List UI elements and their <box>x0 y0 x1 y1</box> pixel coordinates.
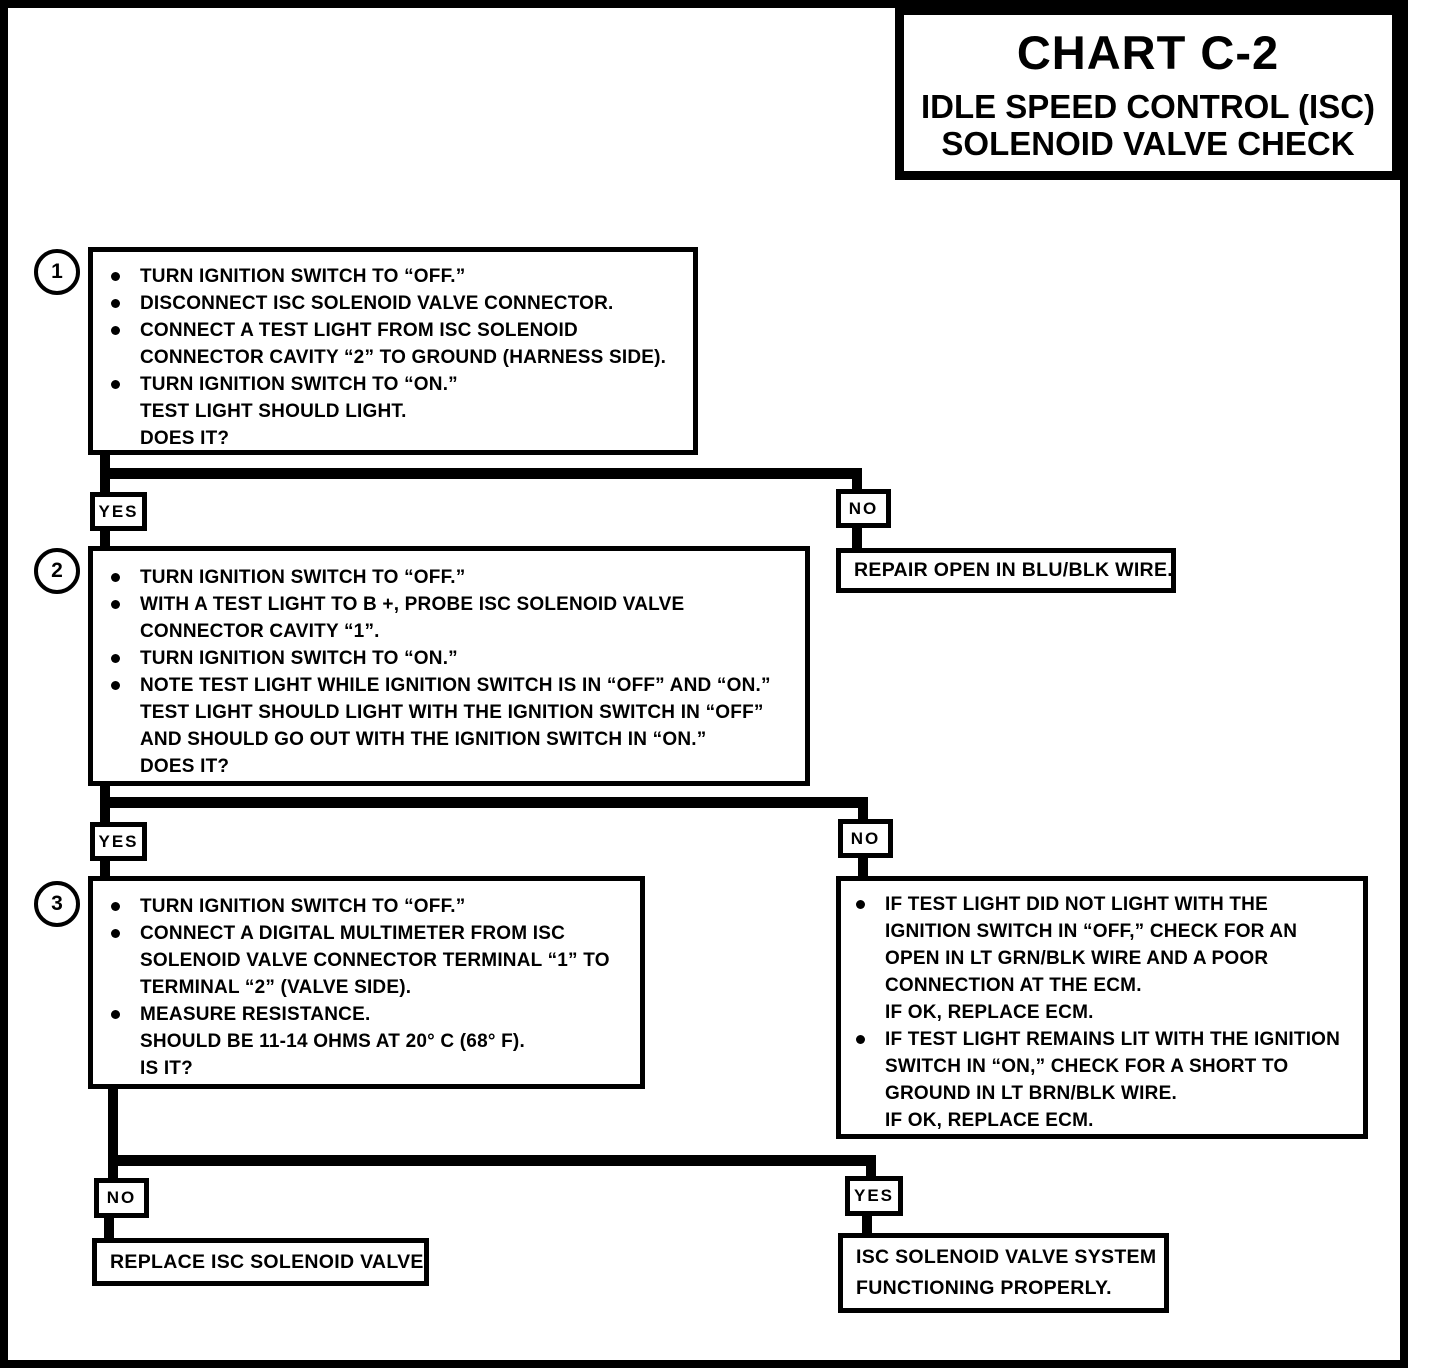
instruction-text: CONNECT A DIGITAL MULTIMETER FROM ISC <box>140 923 566 944</box>
bullet-icon <box>111 272 120 281</box>
no-label-text: NO <box>106 1188 137 1207</box>
instruction-text: IF OK, REPLACE ECM. <box>885 1110 1094 1131</box>
instruction-text: CONNECTOR CAVITY “2” TO GROUND (HARNESS SIDE). <box>140 347 667 368</box>
instruction-line <box>108 726 797 753</box>
step-3-number: 3 <box>51 892 63 915</box>
instruction-text: DOES IT? <box>140 756 230 777</box>
instruction-text: MEASURE RESISTANCE. <box>140 1004 371 1025</box>
bullet-icon <box>111 573 120 582</box>
bullet-icon <box>111 902 120 911</box>
instruction-line <box>108 920 632 947</box>
instruction-text: TEST LIGHT SHOULD LIGHT WITH THE IGNITION SWITCH IN “OFF” <box>140 702 764 723</box>
step-2-number: 2 <box>51 559 63 582</box>
system-ok-result-box <box>838 1233 1169 1313</box>
instruction-text: DOES IT? <box>140 428 230 449</box>
bullet-icon <box>856 1035 865 1044</box>
repair-wire-result-box <box>836 548 1176 593</box>
instruction-line <box>108 564 797 591</box>
instruction-line <box>108 317 685 344</box>
connector-line <box>100 797 110 824</box>
step-1-number: 1 <box>51 260 63 283</box>
instruction-line <box>853 945 1355 972</box>
instruction-text: NOTE TEST LIGHT WHILE IGNITION SWITCH IS IN “OFF” AND “ON.” <box>140 675 771 696</box>
decision-3-no-label <box>94 1178 149 1218</box>
instruction-line <box>108 618 797 645</box>
instruction-line <box>108 893 632 920</box>
bullet-icon <box>111 600 120 609</box>
instruction-line <box>853 999 1355 1026</box>
instruction-line <box>108 344 685 371</box>
instruction-text: SHOULD BE 11-14 OHMS AT 20° C (68° F). <box>140 1031 525 1052</box>
step-2-badge <box>34 548 80 594</box>
step-3-badge <box>34 881 80 927</box>
yes-label-text: YES <box>853 1186 895 1205</box>
decision-3-yes-label <box>845 1176 903 1216</box>
step-1-badge <box>34 249 80 295</box>
connector-line <box>108 1155 118 1180</box>
instruction-text: OPEN IN LT GRN/BLK WIRE AND A POOR <box>885 948 1269 969</box>
instruction-text: DISCONNECT ISC SOLENOID VALVE CONNECTOR. <box>140 293 614 314</box>
instruction-text: CONNECTION AT THE ECM. <box>885 975 1142 996</box>
bullet-icon <box>111 929 120 938</box>
connector-line <box>852 526 862 550</box>
instruction-line <box>853 1080 1355 1107</box>
yes-label-text: YES <box>98 831 139 851</box>
repair-wire-result-text: REPAIR OPEN IN BLU/BLK WIRE. <box>854 559 1173 581</box>
instruction-text: WITH A TEST LIGHT TO B +, PROBE ISC SOLENOID VALVE <box>140 594 685 615</box>
instruction-line <box>853 1026 1355 1053</box>
instruction-line <box>853 918 1355 945</box>
instruction-text: IF TEST LIGHT DID NOT LIGHT WITH THE <box>885 894 1268 915</box>
instruction-line <box>108 1055 632 1082</box>
instruction-line <box>108 398 685 425</box>
system-ok-result-line-1: ISC SOLENOID VALVE SYSTEM <box>856 1246 1157 1268</box>
decision-1-yes-label <box>90 492 147 531</box>
step-3-box <box>88 876 645 1089</box>
instruction-line <box>108 699 797 726</box>
instruction-text: IGNITION SWITCH IN “OFF,” CHECK FOR AN <box>885 921 1298 942</box>
instruction-line <box>108 672 797 699</box>
connector-line <box>104 1216 114 1240</box>
instruction-line <box>108 263 685 290</box>
connector-line <box>866 1155 876 1178</box>
instruction-line <box>108 974 632 1001</box>
instruction-line <box>108 645 797 672</box>
instruction-text: TURN IGNITION SWITCH TO “ON.” <box>140 648 458 669</box>
chart-subtitle-line-1: IDLE SPEED CONTROL (ISC) <box>920 87 1376 125</box>
instruction-line <box>108 425 685 452</box>
instruction-text: SOLENOID VALVE CONNECTOR TERMINAL “1” TO <box>140 950 610 971</box>
chart-title-box <box>895 6 1401 180</box>
instruction-text: IF TEST LIGHT REMAINS LIT WITH THE IGNITION <box>885 1029 1341 1050</box>
instruction-text: TURN IGNITION SWITCH TO “OFF.” <box>140 896 466 917</box>
instruction-line <box>108 753 797 780</box>
bullet-icon <box>111 681 120 690</box>
connector-line <box>100 468 110 494</box>
connector-line <box>108 1155 876 1166</box>
instruction-line <box>108 947 632 974</box>
no-label-text: NO <box>848 498 879 518</box>
instruction-text: CONNECTOR CAVITY “1”. <box>140 621 380 642</box>
decision-2-no-label <box>838 819 893 858</box>
instruction-line <box>853 1107 1355 1134</box>
connector-line <box>862 1214 872 1235</box>
no-label-text: NO <box>850 828 881 848</box>
connector-line <box>100 468 862 479</box>
bullet-icon <box>111 654 120 663</box>
instruction-text: IS IT? <box>140 1058 193 1079</box>
replace-valve-result-text: REPLACE ISC SOLENOID VALVE. <box>110 1250 430 1273</box>
bullet-icon <box>111 299 120 308</box>
instruction-line <box>108 290 685 317</box>
instruction-line <box>108 1001 632 1028</box>
bullet-icon <box>856 900 865 909</box>
instruction-text: TURN IGNITION SWITCH TO “ON.” <box>140 374 458 395</box>
instruction-text: TURN IGNITION SWITCH TO “OFF.” <box>140 567 466 588</box>
instruction-text: CONNECT A TEST LIGHT FROM ISC SOLENOID <box>140 320 578 341</box>
instruction-line <box>108 591 797 618</box>
instruction-line <box>108 371 685 398</box>
ecm-check-result-box <box>836 876 1368 1139</box>
instruction-line <box>108 1028 632 1055</box>
instruction-text: TERMINAL “2” (VALVE SIDE). <box>140 977 412 998</box>
connector-line <box>100 797 868 808</box>
decision-2-yes-label <box>90 822 147 861</box>
instruction-text: SWITCH IN “ON,” CHECK FOR A SHORT TO <box>885 1056 1289 1077</box>
step-1-box <box>88 247 698 455</box>
instruction-text: IF OK, REPLACE ECM. <box>885 1002 1094 1023</box>
connector-line <box>858 856 868 878</box>
yes-label-text: YES <box>98 501 139 521</box>
chart-subtitle-line-2: SOLENOID VALVE CHECK <box>941 124 1355 162</box>
instruction-text: TEST LIGHT SHOULD LIGHT. <box>140 401 407 422</box>
instruction-line <box>853 891 1355 918</box>
decision-1-no-label <box>836 489 891 528</box>
chart-title: CHART C-2 <box>1016 25 1280 79</box>
instruction-text: TURN IGNITION SWITCH TO “OFF.” <box>140 266 466 287</box>
system-ok-result-line-2: FUNCTIONING PROPERLY. <box>856 1277 1112 1299</box>
step-2-box <box>88 546 810 786</box>
connector-line <box>858 797 868 821</box>
bullet-icon <box>111 326 120 335</box>
bullet-icon <box>111 1010 120 1019</box>
bullet-icon <box>111 380 120 389</box>
instruction-text: GROUND IN LT BRN/BLK WIRE. <box>885 1083 1177 1104</box>
replace-valve-result-box <box>92 1238 429 1286</box>
instruction-text: AND SHOULD GO OUT WITH THE IGNITION SWITCH IN “ON.” <box>140 729 707 750</box>
instruction-line <box>853 972 1355 999</box>
instruction-line <box>853 1053 1355 1080</box>
